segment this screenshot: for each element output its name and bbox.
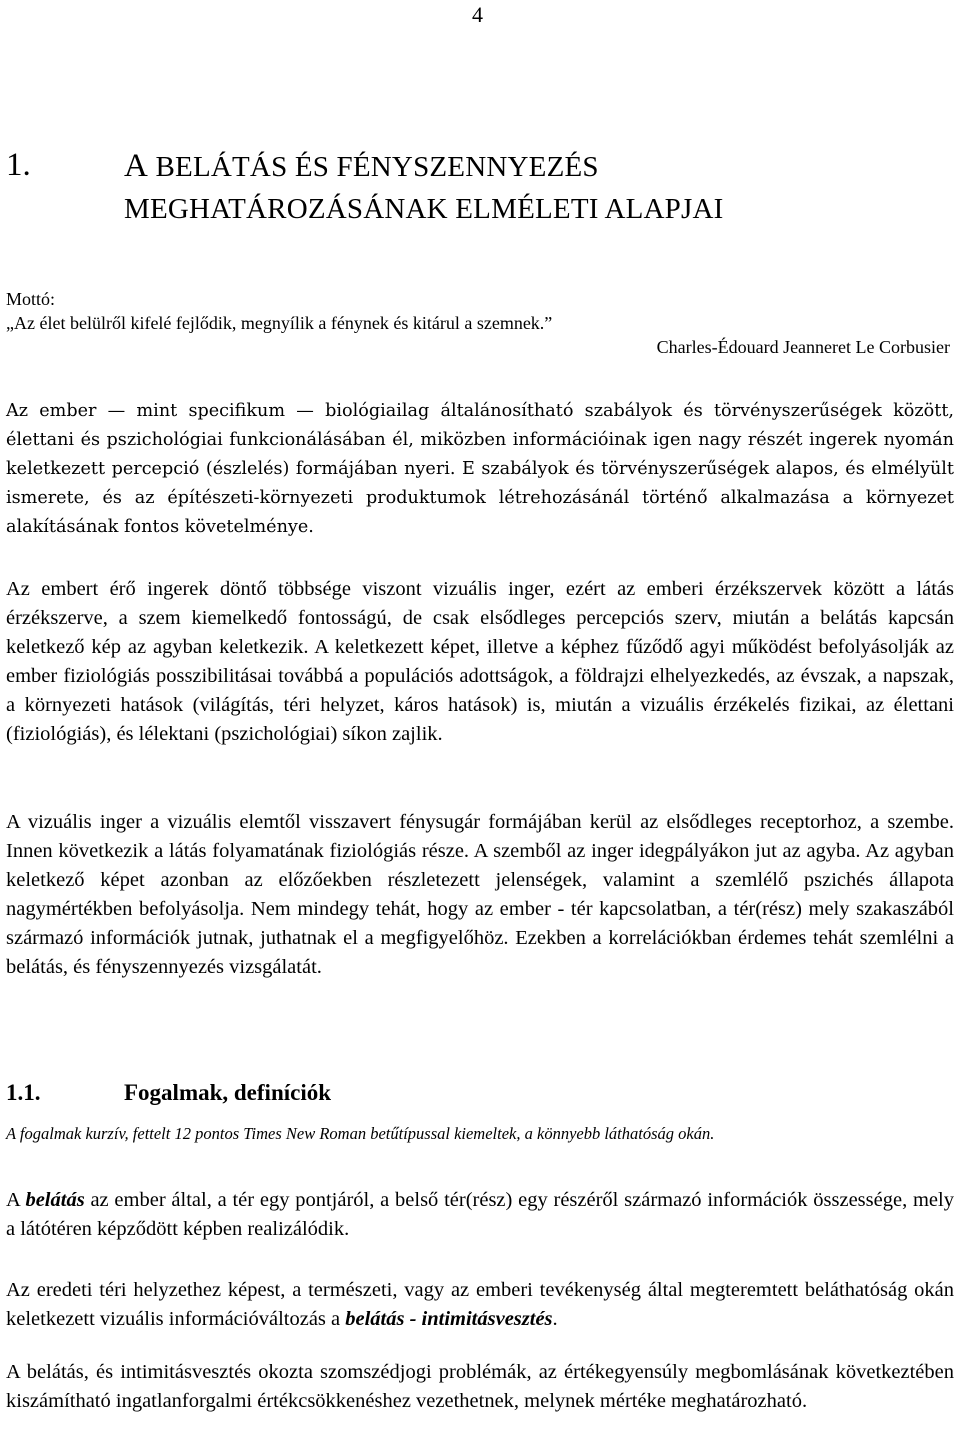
page-number: 4 [472, 2, 483, 27]
motto-quote: „Az élet belülről kifelé fejlődik, megnyílik a fénynek és kitárul a szemnek.” [6, 313, 553, 333]
section-note: A fogalmak kurzív, fettelt 12 pontos Times New Roman betűtípussal kiemeltek, a könnyebb láthatóság okán. [6, 1124, 715, 1143]
definition-paragraph-1 [6, 1186, 954, 1244]
text-run: A [6, 1189, 26, 1211]
body-paragraph-3 [6, 808, 954, 982]
section-title: Fogalmak, definíciók [124, 1080, 332, 1105]
body-paragraph-2 [6, 575, 954, 749]
paragraph-text: Az ember — mint specifikum — biológiailag általánosítható szabályok és törvényszerűségek között, élettani és pszichológiai funkcionálásában él, miközben információinak igen nagy részét ingerek nyomán keletkezett percepció (észlelés) formájában nyeri. E szabályok és törvényszerűségek alapos, és elmélyült ismerete, és az építészeti-környezeti produktumok létrehozásánál történő alkalmazása a környezet alakításának fontos követelménye. [6, 401, 954, 537]
motto-label: Mottó: [6, 289, 56, 309]
section-heading [6, 1080, 331, 1106]
defined-term: belátás [25, 1189, 85, 1211]
motto-author: Charles-Édouard Jeanneret Le Corbusier [656, 337, 950, 357]
definition-paragraph-3 [6, 1358, 954, 1416]
paragraph-text [6, 1276, 954, 1334]
section-number: 1.1. [6, 1080, 41, 1105]
definition-paragraph-2 [6, 1276, 954, 1334]
paragraph-text: Az embert érő ingerek döntő többsége viszont vizuális inger, ezért az emberi érzékszervek között a látás érzékszerve, a szem kiemelkedő fontosságú, de csak elsődleges percepciós szerv, miután a belátás kapcsán keletkező kép az agyban keletkezik. A keletkezett képet, illetve a képhez fűződő agyi működést befolyásolják az ember fiziológiás posszibilitásai továbbá a populációs adottságok, a földrajzi elhelyezkedés, az évszak, a napszak, a környezeti hatások (világítás, téri helyzet, káros hatások) is, miután a vizuális érzékelés fizikai, az élettani (fiziológiás), és lélektani (pszichológiai) síkon zajlik. [6, 578, 954, 745]
defined-term: belátás - intimitásvesztés [345, 1308, 553, 1330]
chapter-title-initial: A [124, 148, 149, 184]
paragraph-text: A vizuális inger a vizuális elemtől visszavert fénysugár formájában kerül az elsődleges receptorhoz, a szembe. Innen következik a látás folyamatának fiziológiás része. A szemből az inger idegpályákon jut az agyba. Az agyban keletkező képet azonban az előzőekben részletezett jelenségek, valamint a szemlélő pszichés állapota nagymértékben befolyásolja. Nem mindegy tehát, hogy az ember - tér kapcsolatban, a tér(rész) mely szakaszából származó információk jutnak, juthatnak el a megfigyelőhöz. Ezekben a korrelációkban érdemes tehát szemlélni a belátás, és fényszennyezés vizsgálatát. [6, 811, 954, 978]
paragraph-text: A belátás, és intimitásvesztés okozta szomszédjogi problémák, az értékegyensúly megbomlásának következtében kiszámítható ingatlanforgalmi értékcsökkenéshez vezethetnek, melynek mértéke meghatározható. [6, 1361, 954, 1412]
text-run: az ember által, a tér egy pontjáról, a belső tér(rész) egy részéről származó információk összessége, mely a látótéren képződött képben realizálódik. [6, 1189, 954, 1240]
text-run: Az eredeti téri helyzethez képest, a természeti, vagy az emberi tevékenység által megteremtett beláthatóság okán keletkezett vizuális információváltozás a [6, 1279, 954, 1330]
chapter-title-line-1 [124, 145, 924, 188]
body-paragraph-1 [6, 397, 954, 542]
chapter-number: 1. [6, 147, 31, 183]
motto [6, 287, 950, 359]
chapter-title [124, 145, 924, 230]
chapter-title-line-2: MEGHATÁROZÁSÁNAK ELMÉLETI ALAPJAI [124, 193, 724, 225]
paragraph-text [6, 1186, 954, 1244]
chapter-title-line-1-rest: BELÁTÁS ÉS FÉNYSZENNYEZÉS [148, 151, 599, 183]
text-run: . [552, 1308, 558, 1330]
